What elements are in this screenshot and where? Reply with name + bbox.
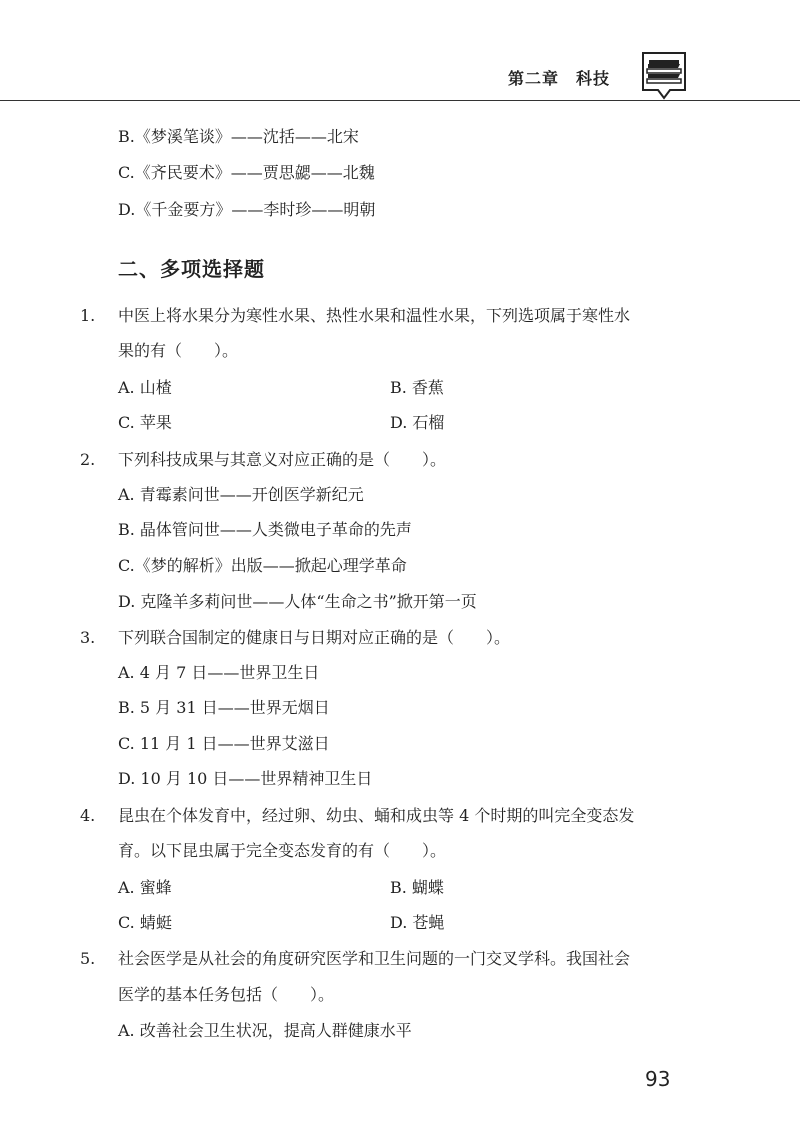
question-number: 3. bbox=[80, 628, 96, 647]
chapter-topic: 科技 bbox=[576, 69, 611, 88]
header-divider bbox=[0, 100, 800, 101]
option-c: C. 蜻蜓 bbox=[118, 913, 172, 932]
prev-option-d: D.《千金要方》——李时珍——明朝 bbox=[118, 200, 376, 219]
question-text: 社会医学是从社会的角度研究医学和卫生问题的一门交叉学科。我国社会 bbox=[118, 949, 631, 968]
option-a: A. 山楂 bbox=[118, 378, 172, 397]
chapter-label: 第二章 bbox=[508, 69, 560, 88]
question-text: 昆虫在个体发育中，经过卵、幼虫、蛹和成虫等 4 个时期的叫完全变态发 bbox=[118, 806, 635, 825]
book-stack-icon bbox=[640, 50, 688, 104]
question-text: 下列联合国制定的健康日与日期对应正确的是（ ）。 bbox=[118, 628, 511, 647]
question-number: 1. bbox=[80, 306, 96, 325]
option-c: C. 11 月 1 日——世界艾滋日 bbox=[118, 734, 330, 753]
question-number: 5. bbox=[80, 949, 96, 968]
question-text: 育。以下昆虫属于完全变态发育的有（ ）。 bbox=[118, 841, 447, 860]
option-c: C. 苹果 bbox=[118, 413, 172, 432]
option-c: C.《梦的解析》出版——掀起心理学革命 bbox=[118, 556, 407, 575]
page-number: 93 bbox=[645, 1067, 671, 1091]
option-a: A. 改善社会卫生状况，提高人群健康水平 bbox=[118, 1021, 412, 1040]
question-text: 中医上将水果分为寒性水果、热性水果和温性水果，下列选项属于寒性水 bbox=[118, 306, 631, 325]
prev-option-b: B.《梦溪笔谈》——沈括——北宋 bbox=[118, 127, 359, 146]
option-b: B. 蝴蝶 bbox=[390, 878, 444, 897]
option-b: B. 5 月 31 日——世界无烟日 bbox=[118, 698, 330, 717]
option-a: A. 蜜蜂 bbox=[118, 878, 172, 897]
option-d: D. 10 月 10 日——世界精神卫生日 bbox=[118, 769, 373, 788]
question-text: 医学的基本任务包括（ ）。 bbox=[118, 985, 335, 1004]
option-b: B. 香蕉 bbox=[390, 378, 444, 397]
option-a: A. 青霉素问世——开创医学新纪元 bbox=[118, 485, 364, 504]
section-heading: 二、多项选择题 bbox=[118, 257, 265, 281]
question-number: 4. bbox=[80, 806, 96, 825]
question-text: 下列科技成果与其意义对应正确的是（ ）。 bbox=[118, 450, 447, 469]
prev-option-c: C.《齐民要术》——贾思勰——北魏 bbox=[118, 163, 375, 182]
option-d: D. 苍蝇 bbox=[390, 913, 445, 932]
option-a: A. 4 月 7 日——世界卫生日 bbox=[118, 663, 320, 682]
question-number: 2. bbox=[80, 450, 96, 469]
question-text: 果的有（ ）。 bbox=[118, 341, 239, 360]
option-b: B. 晶体管问世——人类微电子革命的先声 bbox=[118, 520, 412, 539]
chapter-header bbox=[508, 66, 610, 89]
option-d: D. 石榴 bbox=[390, 413, 445, 432]
option-d: D. 克隆羊多莉问世——人体“生命之书”掀开第一页 bbox=[118, 592, 477, 611]
